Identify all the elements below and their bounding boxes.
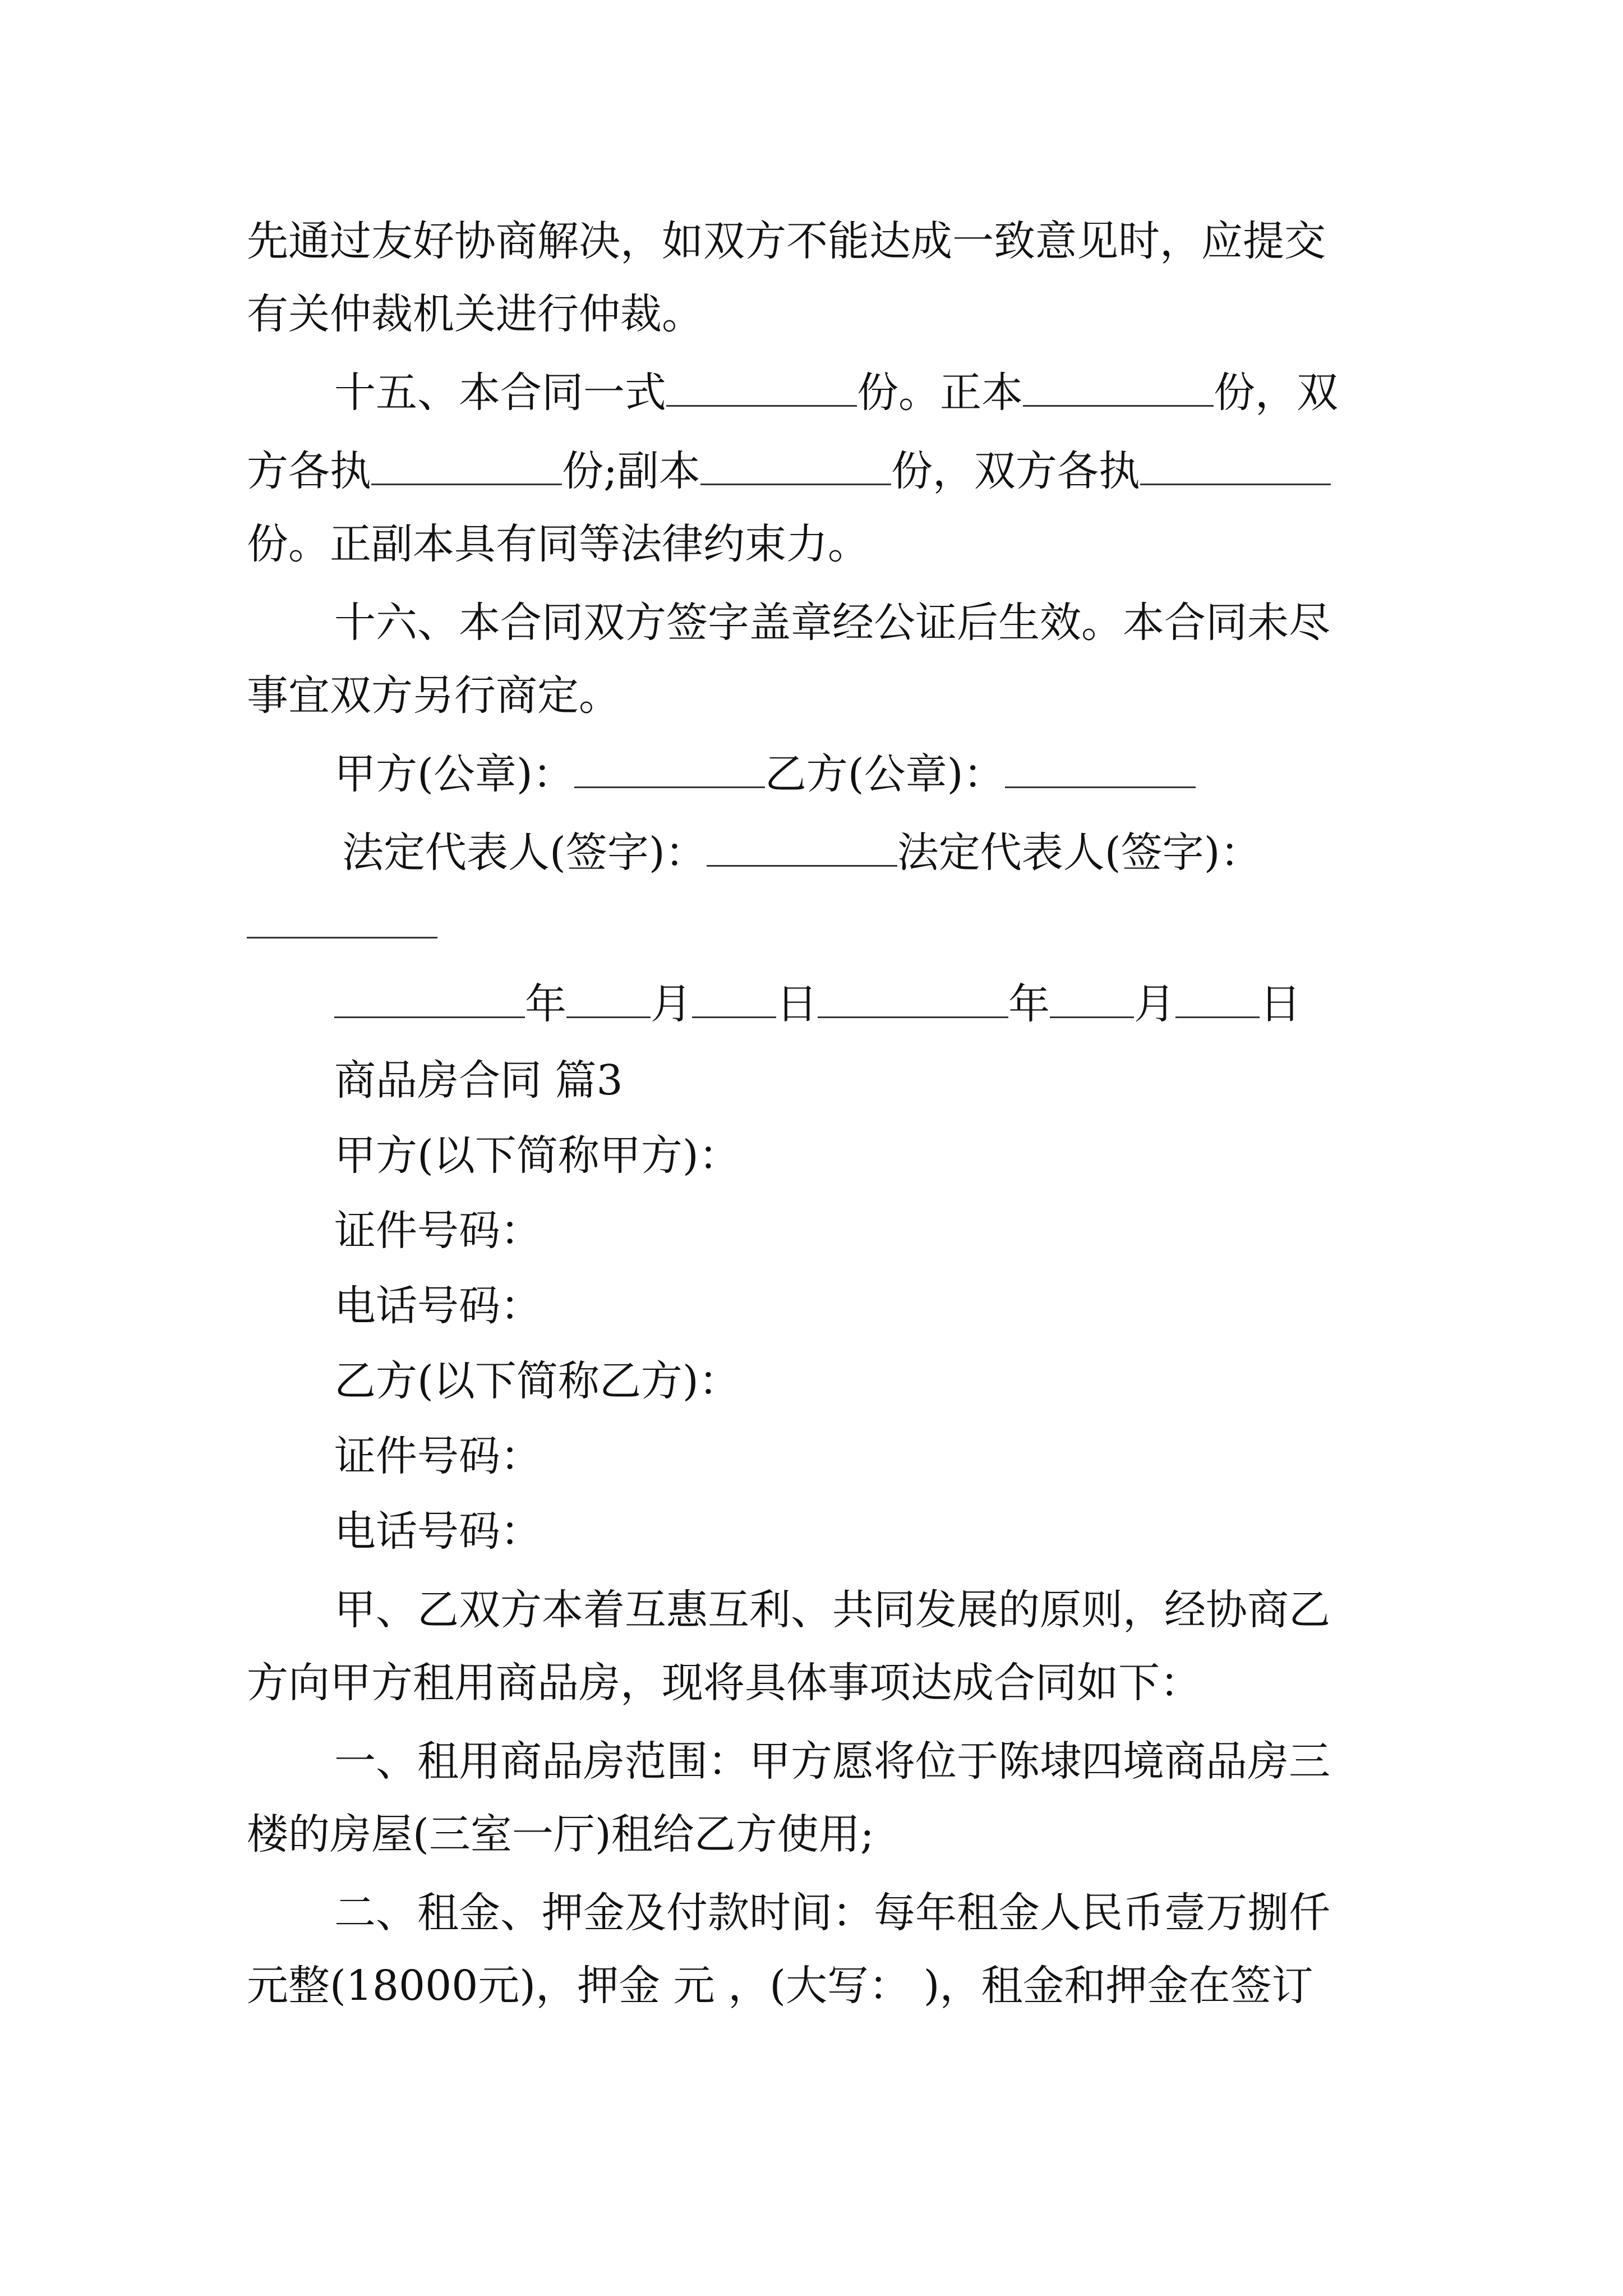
fill-blank: [1175, 979, 1260, 1018]
paragraph-line: 有关仲裁机关进行仲裁。: [247, 290, 703, 338]
phone-label: 电话号码：: [334, 1282, 542, 1330]
paragraph-line: 事宜双方另行商定。: [247, 671, 620, 720]
paragraph-line: 元整(18000元)，押金 元 ，(大写： )，租金和押金在签订: [247, 1962, 1313, 2010]
date-line: 年 月 日 年 月 日: [334, 976, 1301, 1032]
paragraph-line: 二、租金、押金及付款时间：每年租金人民币壹万捌仟: [334, 1889, 1330, 1937]
fill-blank: [574, 749, 765, 788]
fill-blank: [1050, 979, 1134, 1018]
clause-15-line-1: 十五、本合同一式 份。正本 份，双: [334, 369, 1338, 417]
section-title: 商品房合同 篇3: [334, 1056, 623, 1105]
id-number-label: 证件号码：: [334, 1432, 542, 1480]
id-number-label: 证件号码：: [334, 1207, 542, 1255]
fill-blank: [666, 368, 857, 407]
fill-blank: [334, 979, 525, 1018]
fill-blank: [566, 979, 651, 1018]
fill-blank: [247, 936, 437, 938]
party-b-label: 乙方(以下简称乙方)：: [334, 1357, 740, 1405]
fill-blank: [700, 447, 891, 485]
paragraph-line: 一、租用商品房范围：甲方愿将位于陈埭四境商品房三: [334, 1737, 1330, 1786]
fill-blank: [707, 828, 897, 867]
paragraph-line: 甲、乙双方本着互惠互利、共同发展的原则，经协商乙: [334, 1586, 1330, 1634]
party-a-label: 甲方(以下简称甲方)：: [334, 1131, 740, 1180]
fill-blank: [1023, 368, 1214, 407]
fill-blank: [692, 979, 776, 1018]
seal-line: 甲方(公章)： 乙方(公章)：: [334, 746, 1196, 802]
fill-blank: [1005, 749, 1196, 788]
paragraph-line: 份。正副本具有同等法律约束力。: [247, 520, 869, 568]
representative-line: 法定代表人(签字)： 法定代表人(签字)：: [342, 829, 1262, 877]
phone-label: 电话号码：: [334, 1507, 542, 1556]
fill-blank: [371, 447, 562, 485]
clause-15-line-2: 方各执 份;副本 份，双方各执: [247, 443, 1331, 499]
fill-blank: [818, 979, 1008, 1018]
paragraph-line: 先通过友好协商解决，如双方不能达成一致意见时，应提交: [247, 217, 1326, 265]
paragraph-line: 楼的房屋(三室一厅)租给乙方使用;: [247, 1810, 874, 1858]
clause-16-line-1: 十六、本合同双方签字盖章经公证后生效。本合同未尽: [334, 599, 1330, 647]
fill-blank: [1140, 447, 1331, 485]
paragraph-line: 方向甲方租用商品房，现将具体事项达成合同如下：: [247, 1659, 1201, 1707]
